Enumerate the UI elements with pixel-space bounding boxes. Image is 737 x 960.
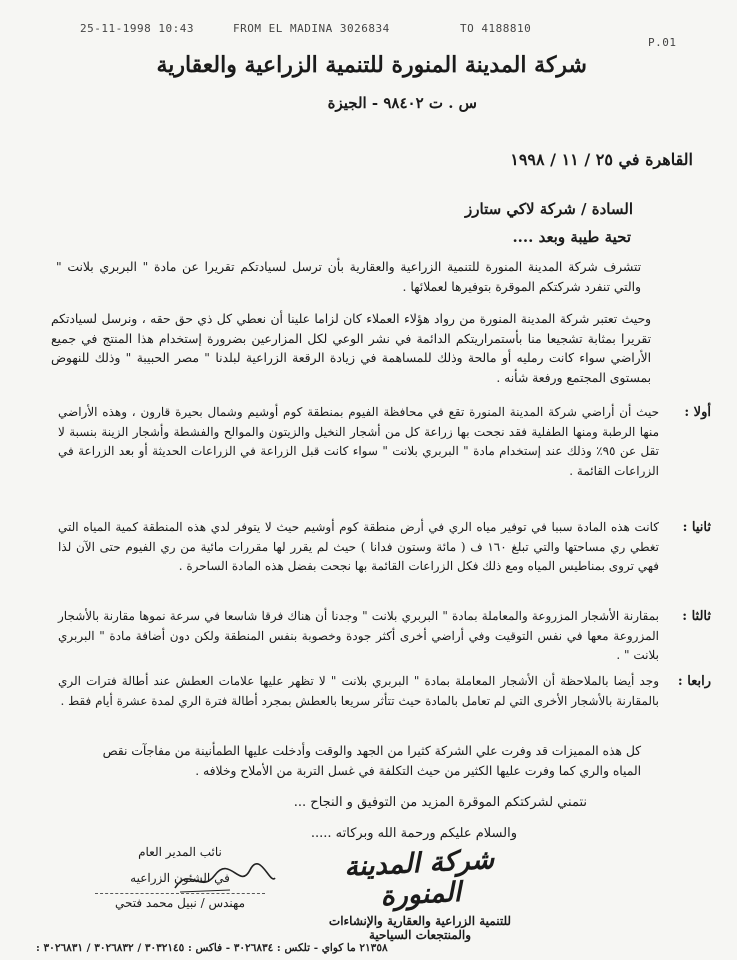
section-text: حيث أن أراضي شركة المدينة المنورة تقع في محافظة الفيوم بمنطقة كوم أوشيم وشمال بحيرة قارون ، وهذه الأراضي منها الرطبة ومنها الطفلية فقد نجحت بها زراعة كل من أشجار النخيل والزيتون والموالح والفشطة وأشجار الزينة بنسبة لا تقل عن ٩٥٪ وذلك عند إستخدام مادة " البربري بلانت " سواء كانت قبل الزراعة في الزراعات الحديثة أو بعد الزراعة في الزراعات القائمة .: [58, 405, 660, 478]
section-label: أولا :: [684, 405, 711, 420]
stamp-line-2: والمنتجعات السياحية: [368, 928, 472, 942]
company-registration: س . ت ٩٨٤٠٢ - الجيزة: [327, 94, 477, 112]
section-fourth: [58, 672, 711, 711]
stamp-line-1: للتنمية الزراعية والعقارية والإنشاءات: [328, 914, 512, 928]
section-text: وجد أيضا بالملاحظة أن الأشجار المعاملة بمادة " البربري بلانت " لا تظهر عليها علامات العطش عند أطالة فترات الري بالمقارنة بالأشجار الأخرى التي لم تعامل بالمادة حيث تتأثر سريعا بالعطش بمجرد أطالة فترة الري لمدة عشرة أيام فقط .: [58, 674, 659, 708]
closing-paragraph: كل هذه المميزات قد وفرت علي الشركة كثيرا من الجهد والوقت وأدخلت عليها الطمأنينة من مفاجآت نقص المياه والري كما وفرت عليها الكثير من حيث التكلفة في غسل التربة من الأملاح وخلافه .: [102, 744, 641, 778]
handwritten-signature-icon: [170, 860, 280, 900]
signatory-name: مهندس / نبيل محمد فتحي: [95, 893, 265, 910]
section-text: كانت هذه المادة سببا في توفير مياه الري في أرض منطقة كوم أوشيم حيث لا يتوفر لدي هذه المنطقة كمية المياه التي تغطي ري مساحتها والتي تبلغ ١٦٠ ف ( مائة وستون فدانا ) حيث لم يقرر لها مقررات مائية من ري الفيوم حتى الآن لذا فهي تروى بمناطيس المياه ومع ذلك فكل الزراعات القائمة بها نجحت بفضل هذه المادة الساحرة .: [58, 520, 659, 574]
fax-date-time: 25-11-1998 10:43: [80, 22, 194, 35]
second-paragraph: وحيث تعتبر شركة المدينة المنورة من رواد هؤلاء العملاء كان لزاما علينا أن نعطي كل ذي حق حقه ، ونرسل لسيادتكم تقريرا بمثابة تشجيعا منا بأستمراريتكم الدائمة في نشر الوعي لكل المزارعين بضرورة إستخدام هذا المنتج في جميع الأراضي سواء كانت رمليه أو مالحة وذلك للمساهمة في زيادة الرقعة الزراعية لبلدنا " مصر الحبيبة " وذلك للنهوض بمستوى المجتمع ورفعة شأنه .: [51, 312, 651, 385]
section-label: ثالثا :: [682, 609, 711, 624]
signatory-department: في الشئون الزراعيه: [130, 871, 230, 885]
letter-date: القاهرة في ٢٥ / ١١ / ١٩٩٨: [510, 150, 693, 169]
section-third: [58, 607, 711, 666]
section-second: [58, 518, 711, 577]
fax-from: FROM EL MADINA 3026834: [233, 22, 390, 35]
signatory-title: نائب المدير العام: [138, 845, 222, 859]
section-first: [58, 403, 711, 481]
fax-page-number: P.01: [648, 36, 677, 49]
section-label: ثانيا :: [682, 520, 711, 535]
intro-paragraph: تتشرف شركة المدينة المنورة للتنمية الزراعية والعقارية بأن ترسل لسيادتكم تقريرا عن مادة " البربري بلانت " والتي تنفرد شركتكم الموقرة بتوفيرها لعملائها .: [56, 260, 641, 294]
thanks-line: نتمني لشركتكم الموقرة المزيد من التوفيق و النجاح ...: [293, 795, 587, 810]
addressee: السادة / شركة لاكي ستارز: [465, 200, 633, 218]
greeting: تحية طيبة وبعد ....: [512, 228, 631, 246]
salutation: والسلام عليكم ورحمة الله وبركاته .....: [310, 826, 517, 841]
company-stamp: [315, 844, 525, 942]
company-letterhead: شركة المدينة المنورة للتنمية الزراعية والعقارية: [156, 52, 587, 78]
fax-to: TO 4188810: [460, 22, 532, 35]
footer-contact: ٢١٣٥٨ ما كواي - تلكس : ٣٠٢٦٨٣٤ - فاكس : ٣٠٣٢١٤٥ / ٣٠٢٦٨٣٢ / ٣٠٢٦٨٣١ :: [36, 942, 388, 954]
stamp-company-name: شركة المدينة المنورة: [343, 844, 495, 913]
section-label: رابعا :: [677, 674, 711, 689]
section-text: بمقارنة الأشجار المزروعة والمعاملة بمادة " البربري بلانت " وجدنا أن هناك فرقا شاسعا في سرعة نموها مقارنة بالأشجار المزروعة معها في نفس التوقيت وفي أراضي أخرى أكثر جودة وخصوبة بنفس المنطقة ولكن دون أضافة مادة " البربري بلانت " .: [58, 609, 659, 663]
